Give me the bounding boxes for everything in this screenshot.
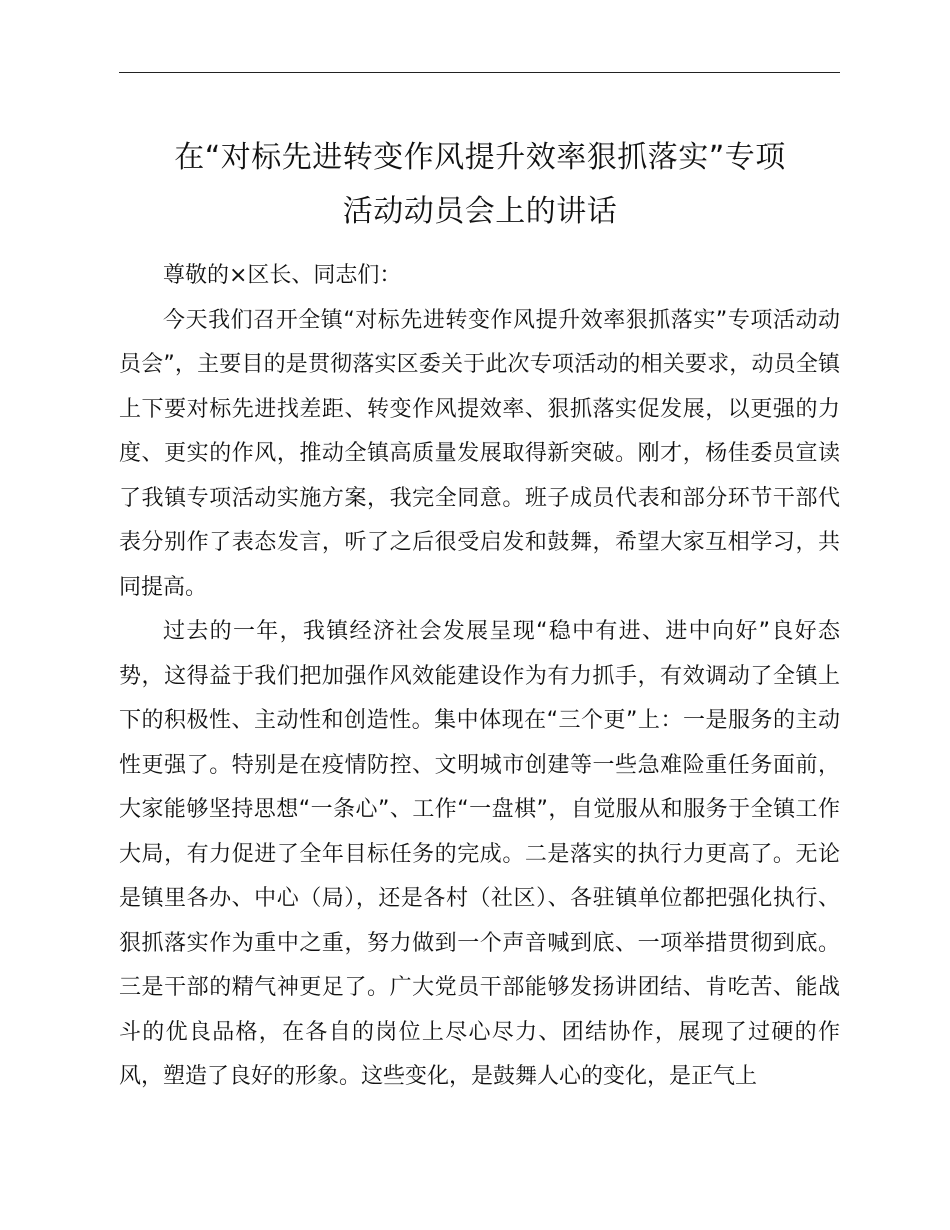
paragraph-1: 今天我们召开全镇“对标先进转变作风提升效率狠抓落实”专项活动动员会”，主要目的是贯彻落实区委关于此次专项活动的相关要求，动员全镇上下要对标先进找差距、转变作风提效率、狠抓落实促发展，以更强的力度、更实的作风，推动全镇高质量发展取得新突破。刚才，杨佳委员宣读了我镇专项活动实施方案，我完全同意。班子成员代表和部分环节干部代表分别作了表态发言，听了之后很受启发和鼓舞，希望大家互相学习，共同提高。 bbox=[119, 307, 840, 600]
title-line-2: 活动动员会上的讲话 bbox=[342, 194, 618, 229]
title-line-1: 在“对标先进转变作风提升效率狠抓落实”专项 bbox=[174, 140, 786, 175]
salutation: 尊敬的×区长、同志们： bbox=[163, 263, 402, 288]
document-body bbox=[119, 254, 840, 1100]
document-title bbox=[100, 131, 860, 239]
paragraph-2: 过去的一年，我镇经济社会发展呈现“稳中有进、进中向好”良好态势，这得益于我们把加强作风效能建设作为有力抓手，有效调动了全镇上下的积极性、主动性和创造性。集中体现在“三个更”上：一是服务的主动性更强了。特别是在疫情防控、文明城市创建等一些急难险重任务面前，大家能够坚持思想“一条心”、工作“一盘棋”，自觉服从和服务于全镇工作大局，有力促进了全年目标任务的完成。二是落实的执行力更高了。无论是镇里各办、中心（局），还是各村（社区）、各驻镇单位都把强化执行、狠抓落实作为重中之重，努力做到一个声音喊到底、一项举措贯彻到底。三是干部的精气神更足了。广大党员干部能够发扬讲团结、肯吃苦、能战斗的优良品格，在各自的岗位上尽心尽力、团结协作，展现了过硬的作风，塑造了良好的形象。这些变化，是鼓舞人心的变化，是正气上 bbox=[119, 619, 840, 1089]
header-divider bbox=[119, 72, 840, 73]
